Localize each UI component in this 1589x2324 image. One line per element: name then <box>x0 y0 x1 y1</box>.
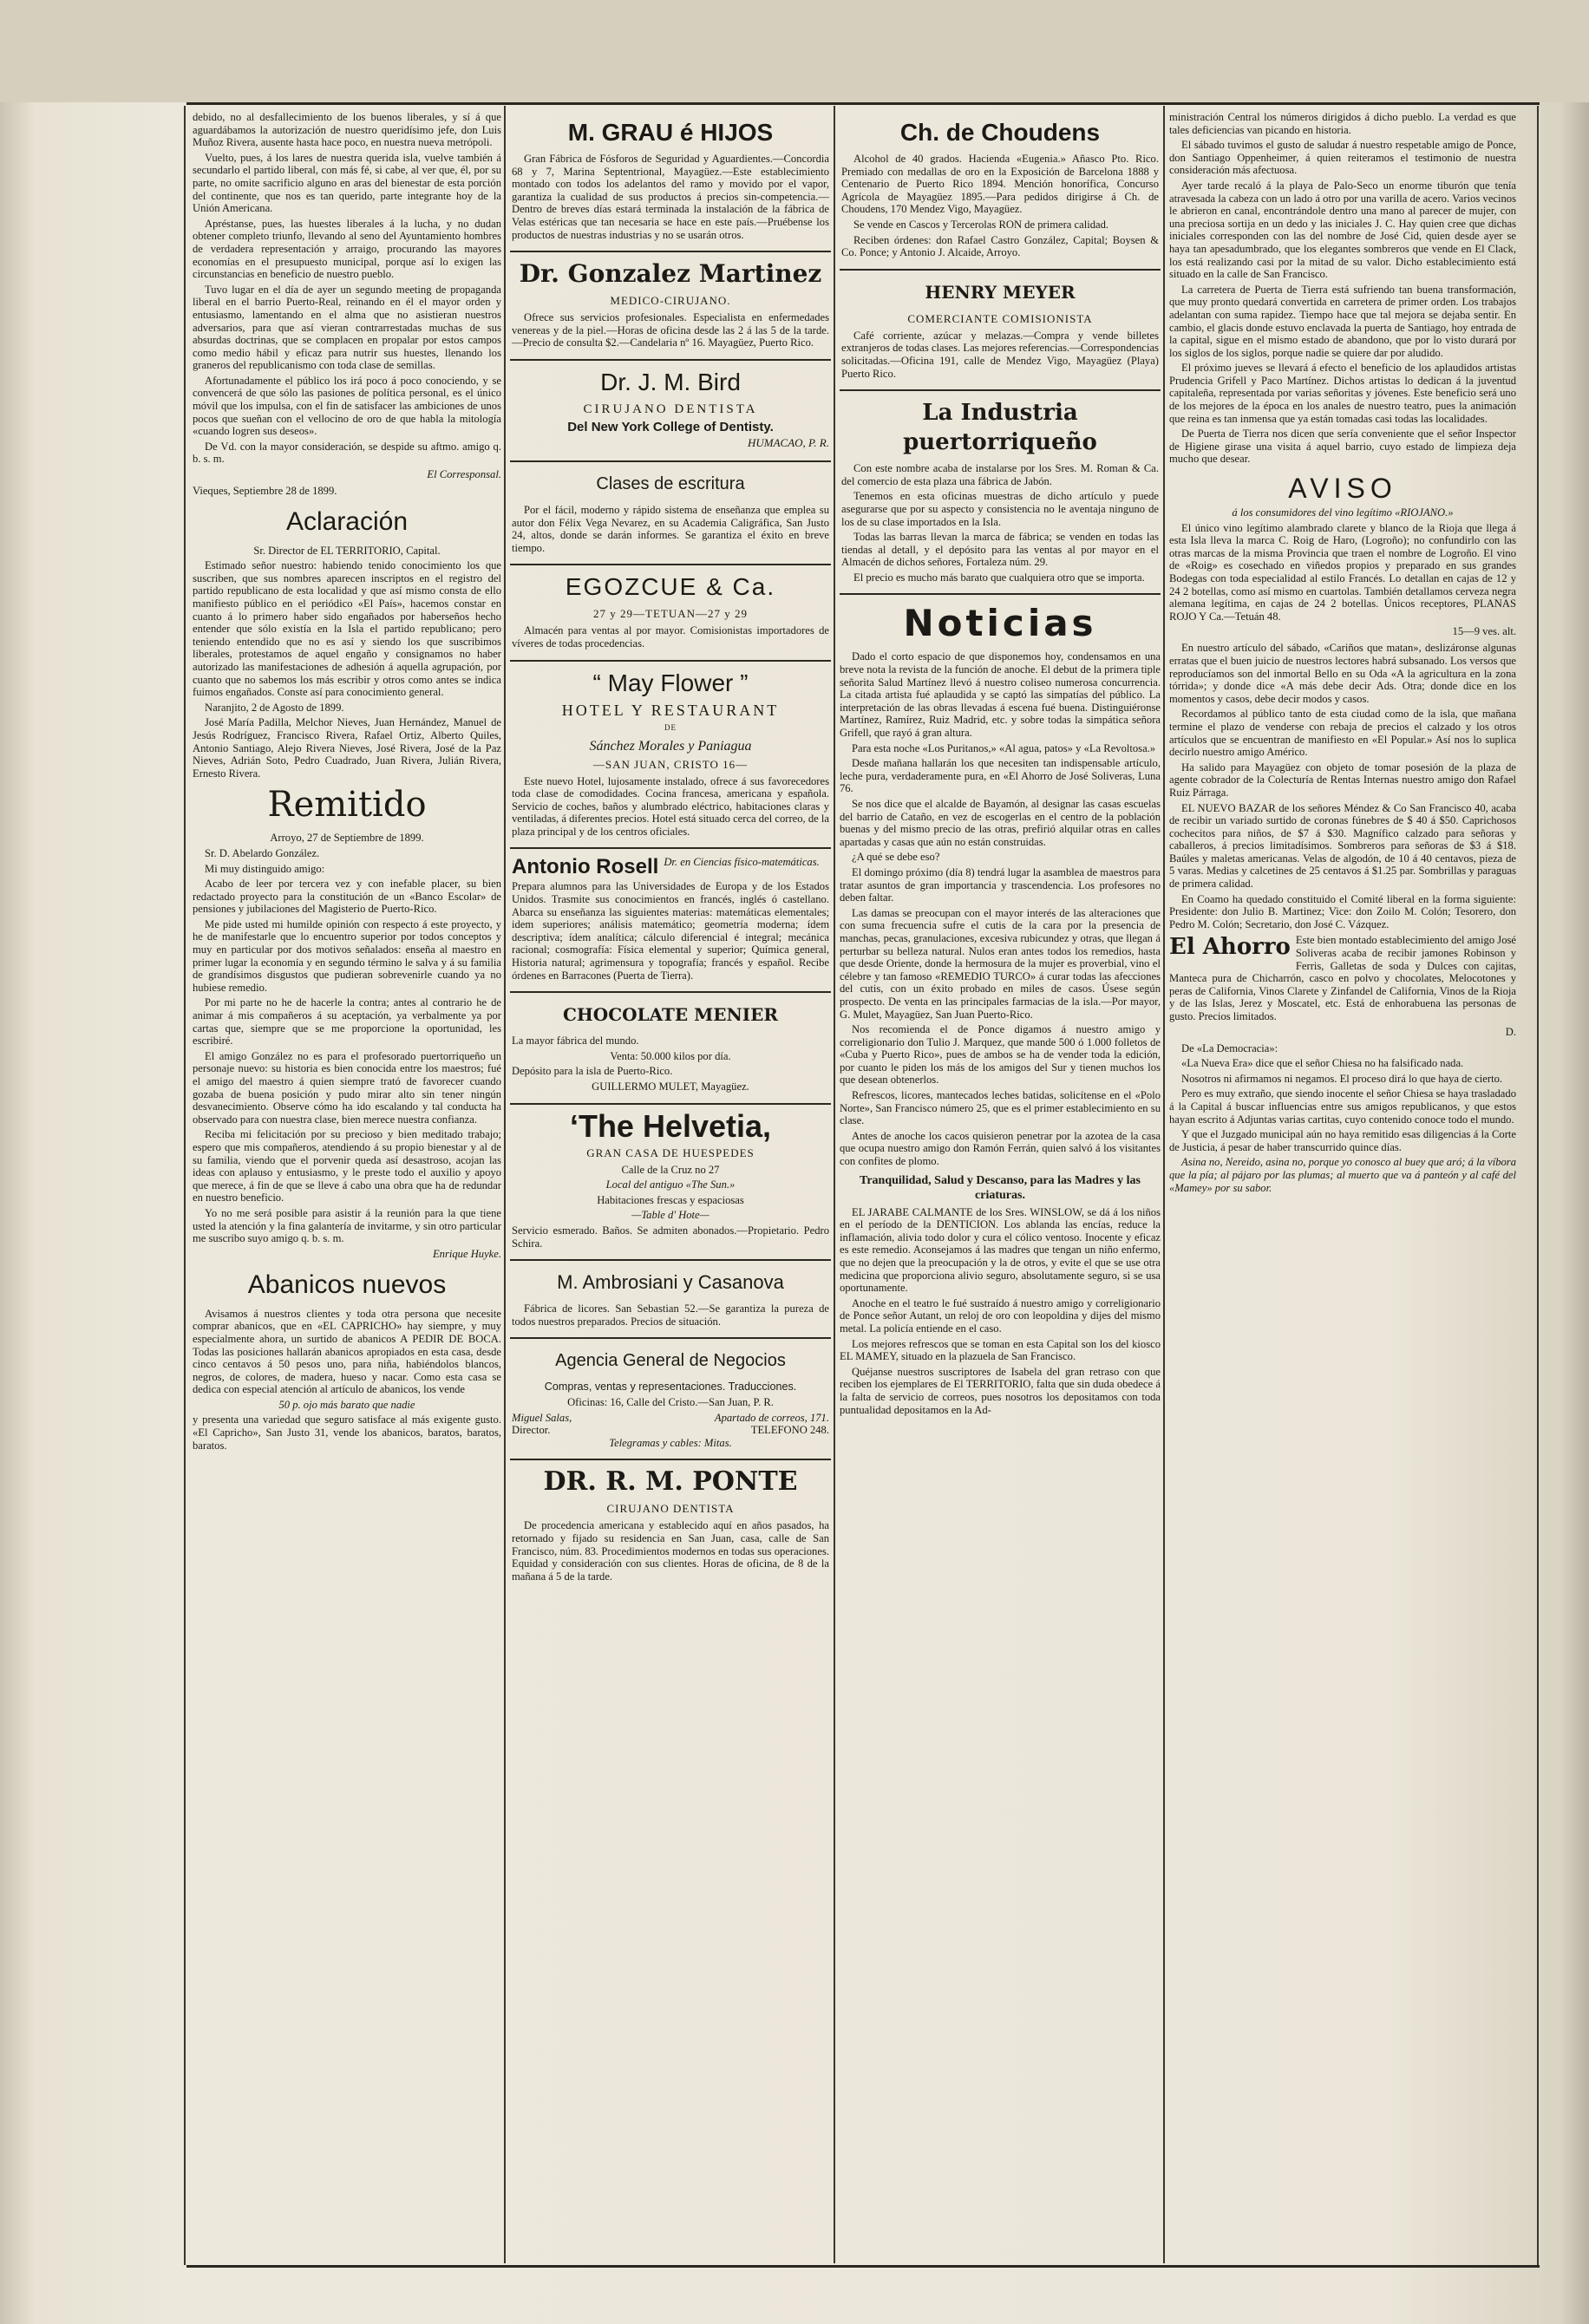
news-item: Ayer tarde recaló á la playa de Palo-Seco un enorme tiburón que tenía atravesada la cabeza con un lado á otro por una varilla de acero. Varios vecinos le abrieron en canal, encontrándole dentro una mano al parecer de mujer, con una preciosa sortija en un dedo y las iniciales J. C. Hay quien cree que dichas iniciales corresponden con las del nombre de José Cid, quien desde ayer se haya tan apesadumbrado, que los elegantes sombreros que vende en El Clack, los está realizando casi por la mitad de su valor. Dicho establecimiento está situado en la calle de San Francisco. <box>1169 179 1516 281</box>
ad-address: 27 y 29—TETUAN—27 y 29 <box>593 607 748 621</box>
article-paragraph: Naranjito, 2 de Agosto de 1899. <box>205 701 344 714</box>
ad-title: Dr. Gonzalez Martinez <box>519 259 822 289</box>
ad-title: HENRY MEYER <box>925 281 1076 303</box>
column-divider <box>504 106 506 2263</box>
right-border <box>1537 106 1539 2265</box>
ad-address: —SAN JUAN, CRISTO 16— <box>592 757 749 771</box>
ad-note: Local del antiguo «The Sun.» <box>605 1178 736 1191</box>
ad-rosell-heading <box>512 854 829 880</box>
news-item: Y que el Juzgado municipal aún no haya remitido esas diligencias á la Corte de Justicia, á pesar de haber transcurrido quince días. <box>1169 1128 1516 1153</box>
news-item: ¿A qué se debe eso? <box>852 851 940 864</box>
ad-title: La Industria puertorriqueño <box>903 400 1097 456</box>
news-item: Las damas se preocupan con el mayor interés de las alteraciones que con suma frecuencia sufre el cutis de la cara por la presencia de manchas, pecas, granulaciones, excesiva rubicundez y otras, que llegan á perturbar su belleza natural. Nulos eran antes todos los remedios, hasta que desde Oriente, donde la hermosura de la mujer es proverbial, vino el célebre y tan famoso «REMEDIO TURCO» á curar todas las afecciones del cutis, con un éxito probado en miles de casos. Úsese según prospecto. De venta en las principales farmacias de la isla.—Por mayor, G. Mulet, Mayagüez, San Juan Puerto-Rico. <box>840 906 1161 1021</box>
news-item: Para esta noche «Los Puritanos,» «Al agua, patos» y «La Revoltosa.» <box>852 741 1156 754</box>
noticias-heading: Noticias <box>903 602 1097 645</box>
article-paragraph: Por mi parte no he de hacerle la contra; antes al contrario he de animar á mis compañeros á su aceptación, ya verbalmente ya por cartas que, siempre que se me proporcione la oportunidad, les escribiré. <box>193 996 501 1048</box>
news-item: ministración Central los números dirigidos á dicho pueblo. La verdad es que tales deficiencias van picando en historia. <box>1169 111 1516 136</box>
article-paragraph: De Vd. con la mayor consideración, se despide su aftmo. amigo q. b. s. m. <box>193 440 501 466</box>
news-item: «La Nueva Era» dice que el señor Chiesa no ha falsificado nada. <box>1181 1057 1464 1070</box>
ad-agent: GUILLERMO MULET, Mayagüez. <box>592 1080 749 1093</box>
remitido-heading: Remitido <box>267 785 427 826</box>
greeting: Mi muy distinguido amigo: <box>205 862 325 875</box>
ad-body: Por el fácil, moderno y rápido sistema de enseñanza que emplea su autor don Félix Vega Nevarez, en su Academia Caligráfica, San Justo 24, altos, donde se darán informes. Se garantiza el éxito en breve tiempo. <box>512 503 829 554</box>
article-paragraph: Acabo de leer por tercera vez y con inefable placer, su bien redactado proyecto para la constitución de un «Banco Escolar» de pensiones y jubilaciones del Magisterio de Puerto-Rico. <box>193 878 501 916</box>
article-paragraph: Yo no me será posible para asistir á la reunión para la que tiene usted la atención y la fina galantería de invitarme, y sin otro particular me suscribo suyo amigo q. b. s. m. <box>193 1206 501 1245</box>
ad-title: Ch. de Choudens <box>899 119 1101 146</box>
article-paragraph: Vuelto, pues, á los lares de nuestra querida isla, vuelve también á secundarlo el partido liberal, con más fé, si cabe, al ver que, él, por su parte, no omite sacrificio alguno en aras del bienestar de esta porción del continente, que nos es tan querido, parte integrante hoy de la Unión Americana. <box>193 151 501 215</box>
ad-place: HUMACAO, P. R. <box>747 435 829 449</box>
column-divider <box>834 106 835 2263</box>
article-paragraph: Reciba mi felicitación por su precioso y bien meditado trabajo; espero que mis compañeros, atendiendo á su propio bienestar y al de su familia, viendo que el porvenir queda así desastroso, acojan las ideas con aplauso y entusiasmo, y le preste todo el auxilio y apoyo que merece, á fin de que se lleve á cabo una obra que ha de redundar en nuestro beneficio. <box>193 1128 501 1204</box>
ad-subtitle: GRAN CASA DE HUESPEDES <box>586 1146 755 1159</box>
ad-body: Gran Fábrica de Fósforos de Seguridad y Aguardientes.—Concordia 68 y 7, Marina Septentrional, Mayagüez.—Este establecimiento montado con todos los adelantos del ramo y movido por el vapor, garantiza la cualidad de sus productos á precios sin-competencia.—Dentro de breves días estará terminada la instalación de la fábrica de Velas estéricas que tan necesaria se hace en este país.—Pruébense los productos de nuestras industrias y no se usarán otros. <box>512 153 829 241</box>
article-paragraph: Me pide usted mi humilde opinión con respecto á este proyecto, y he de manifestarle que lo encuentro superior por todos conceptos y muy en particular por dos motivos señalados: enseña al maestro en primer lugar la economía y en segundo término le salva y á su familia de grandísimos disgustos que pudieran sobrevenirle cuando ya no hubiese remedio. <box>193 917 501 994</box>
ad-body: Este nuevo Hotel, lujosamente instalado, ofrece á sus favorecedores toda clase de comodidades. Cocina francesa, americana y española. Servicio de coches, baños y alumbrado eléctrico, habitaciones claras y ventiladas, á diferentes precios. Hotel está situado cerca del correo, de la plaza principal y de los centros oficiales. <box>512 774 829 838</box>
aviso-tag: 15—9 ves. alt. <box>1452 625 1516 638</box>
left-border <box>184 106 186 2265</box>
news-item: Los mejores refrescos que se toman en esta Capital son los del kiosco EL MAMEY, situado en la plazuela de San Francisco. <box>840 1337 1161 1363</box>
article-paragraph: Tuvo lugar en el día de ayer un segundo meeting de propaganda liberal en el barrio Puerto-Real, reinando en él el mayor orden y entusiasmo, lamentando en el alma que no asistieran nuestros adversarios, para que así vieran contrarrestadas muchas de sus absurdas doctrinas, que se complacen en propalar por estos campos como medio hábil y eficaz para nutrir sus huestes, llenando los graneros del republicanismo con toda clase de semillas. <box>193 283 501 372</box>
news-item: El sábado tuvimos el gusto de saludar á nuestro respetable amigo de Ponce, don Santiago Oppenheimer, á quien reiteramos el testimonio de nuestra consideración más afectuosa. <box>1169 139 1516 177</box>
news-item: Desde mañana hallarán los que necesiten tan indispensable artículo, leche pura, verdaderamente pura, en «El Ahorro de José Soliveras, Luna 76. <box>840 757 1161 795</box>
ad-menier <box>510 993 831 1104</box>
dateline: Arroyo, 27 de Septiembre de 1899. <box>270 832 424 845</box>
aviso-body: El único vino legítimo alambrado clarete y blanco de la Rioja que llega á esta Isla lleva la marca C. Roig de Haro, (Logroño); no confundirlo con las otras marcas de la misma Provincia que traen el nombre de Logroño. El vino de «Roig» es cosechado en viñedos propios y preparado en sus grandes Bodegas con toda especialidad al estilo Francés. Lo detallan en cajas de 12 y 24 2 botellas, como así mismo en cuartolas. También detallamos cerveza negra alemana legítima, en cajas de 24 2 botellas. Únicos receptores, PLANAS ROJO Y Ca.—Tetuán 48. <box>1169 521 1516 623</box>
news-item: Antes de anoche los cacos quisieron penetrar por la azotea de la casa que ocupa nuestro amigo don Ramón Ferrán, quien salvó á los visitantes con confites de plomo. <box>840 1129 1161 1168</box>
column-1 <box>193 111 501 2260</box>
article-paragraph: Avisamos á nuestros clientes y toda otra persona que necesite comprar abanicos, que en «EL CAPRICHO» hay siempre, y muy especialmente ahora, un surtido de abanicos A PEDIR DE BOCA. Todas las posiciones hallarán abanicos apropiados en esta casa, desde cinco centavos á 50 pesos uno, para niña, habiéndolos blancos, negros, de colores, de madera, hueso y nacar. Como esta casa se dedica con especial atención al artículo de abanicos, los vende <box>193 1307 501 1396</box>
page-top-margin <box>0 0 1589 102</box>
news-item: Asina no, Nereido, asina no, porque yo conosco al buey que aró; á la víbora que la pía; al pájaro por las plumas; al muerto que va á panteón y al café del «Mamey» por su sabor. <box>1169 1156 1516 1194</box>
ad-body: Ofrece sus servicios profesionales. Especialista en enfermedades venereas y de la piel.—Horas de oficina desde las 2 á las 5 de la tarde.—Precio de consulta $2.—Candelaria nº 16. Mayagüez, Puerto Rico. <box>512 311 829 349</box>
remitido-signature: Enrique Huyke. <box>432 1247 501 1260</box>
ad-agencia <box>510 1339 831 1460</box>
news-item: Anoche en el teatro le fué sustraído á nuestro amigo y correligionario de Ponce señor Autant, un reloj de oro con leopoldina y dijes del mismo metal. La policía entiende en el caso. <box>840 1296 1161 1335</box>
ad-title: M. GRAU é HIJOS <box>567 119 774 146</box>
ad-title: CHOCOLATE MENIER <box>562 1004 779 1026</box>
ad-body: Con este nombre acaba de instalarse por los Sres. M. Roman & Ca. del comercio de esta plaza una fábrica de Jabón. <box>841 462 1159 487</box>
addressee: Sr. D. Abelardo González. <box>205 846 320 859</box>
ahorro-tag: D. <box>1505 1025 1516 1038</box>
ad-de: DE <box>664 722 677 732</box>
news-item: En nuestro artículo del sábado, «Cariños que matan», deslizáronse algunas erratas que el buen juicio de nuestros lectores habrá subsanado. Los versos que reproducíamos son del inmortal Bello en su Oda «A la agricultura en la zona tórrida»; y donde dice «A más debe decir Ads. Otra; donde dice en los momentos y casos, debe decir modos y casos. <box>1169 642 1516 705</box>
ad-body: Todas las barras llevan la marca de fábrica; se venden en todas las tiendas al detall, y el depósito para las ventas al por mayor en el Almacén de dichos señores, Fortaleza núm. 29. <box>841 531 1159 569</box>
news-item: Se nos dice que el alcalde de Bayamón, al designar las casas escuelas del barrio de Cataño, en vez de escogerlas en el centro de la población buenas y del mismo precio de las otras, prefirió alquilar otras en calles apartadas y casas que aún no están construidas. <box>840 798 1161 848</box>
news-item: Pero es muy extraño, que siendo inocente el señor Chiesa se haya trasladado á la Capital á buscar influencias entre sus amigos republicanos, y que estos hayan escrito á Adjuntas varias cartitas, cuyo contenido conoce todo el mundo. <box>1169 1087 1516 1126</box>
ad-title: Antonio Rosell <box>512 855 659 879</box>
ad-body: La mayor fábrica del mundo. <box>512 1035 639 1048</box>
article-paragraph: debido, no al desfallecimiento de los buenos liberales, y sí á que aguardábamos la autorización de nuestro queridísimo jefe, don Luis Muñoz Rivera, ausente hasta hace poco, en nuestra nueva metrópoli. <box>193 111 501 149</box>
news-item: Nosotros ni afirmamos ni negamos. El proceso dirá lo que haya de cierto. <box>1181 1072 1503 1085</box>
abanicos-heading: Abanicos nuevos <box>247 1270 447 1299</box>
ad-body: Prepara alumnos para las Universidades de Europa y de los Estados Unidos. Trasmite sus conocimientos en francés, inglés ó castellano. Abarca su enseñanza las siguientes materias: matemáticas elementales; idem superiores; análisis matemático; geometría moderna; ídem descriptiva; ídem analítica; cálculo diferencial é integral; mecánica racional; cosmografía: Física elemental y superior; Química general, Historia natural; agrimensura y topografía; francés y español. Recibe órdenes en Barracones (Puerta de Tierra). <box>512 880 829 982</box>
ad-po-box: Apartado de correos, 171. <box>714 1411 829 1424</box>
ad-service: Servicio esmerado. Baños. Se admiten abonados.—Propietario. Pedro Schira. <box>512 1224 829 1250</box>
ad-rosell <box>510 849 831 993</box>
ad-body: De procedencia americana y establecido aquí en años pasados, ha retornado y fijado su residencia en San Juan, casa, calle de San Francisco, núm. 83. Procedimientos modernos en todas sus operaciones. Equidad y consideración con sus clientes. Horas de oficina, de 8 de la mañana á 5 de la tarde. <box>512 1519 829 1583</box>
ad-body: Café corriente, azúcar y melazas.—Compra y vende billetes extranjeros de todas clases. Las mejores referencias.—Correspondencias solicitadas.—Oficina 191, calle de Mendez Vigo, Mayagüez (Playa) Puerto Rico. <box>841 329 1159 380</box>
ad-egozcue <box>510 565 831 661</box>
ad-gonzalez <box>510 252 831 361</box>
ad-subtitle: COMERCIANTE COMISIONISTA <box>907 311 1093 325</box>
news-item: El domingo próximo (día 8) tendrá lugar la asamblea de maestros para tratar asuntos de gran importancia y trascendencia. Los profesores no deben faltar. <box>840 865 1161 904</box>
column-divider <box>1163 106 1165 2263</box>
ad-title: Dr. J. M. Bird <box>600 368 741 395</box>
ad-subtitle: CIRUJANO DENTISTA <box>606 1502 735 1516</box>
price-claim: 50 p. ojo más barato que nadie <box>278 1398 415 1411</box>
ad-table: —Table d' Hote— <box>631 1209 709 1222</box>
column-2-ads <box>510 111 831 2260</box>
news-item: La carretera de Puerta de Tierra está sufriendo tan buena transformación, que muy pronto quedará convertida en carretera de primer orden. Los trabajos adelantan con suma rapidez. Tiempo hace que tal mejora se dejaba sentir. En cambio, el glacis donde estuvo enclavada la puerta de Santiago, hoy entrada de la capital, sigue en el mismo estado de abandono, que por lo visto durará por los siglos de los siglos, porque nadie se quiere dar por aludido. <box>1169 283 1516 359</box>
ad-grau <box>510 111 831 252</box>
ahorro-title: El Ahorro <box>1169 934 1291 961</box>
ad-director-name: Miguel Salas, <box>512 1411 572 1424</box>
ad-sales: Venta: 50.000 kilos por día. <box>610 1049 731 1062</box>
ad-body: Almacén para ventas al por mayor. Comisionistas importadores de víveres de todas procedencias. <box>512 624 829 650</box>
news-item: De Puerta de Tierra nos dicen que sería conveniente que el señor Inspector de Higiene girase una visita á aquel barrio, cuyo estado de limpieza deja mucho que desear. <box>1169 428 1516 466</box>
news-item: Quéjanse nuestros suscriptores de Isabela del gran retraso con que reciben los ejemplares de El TERRITORIO, falta que sin duda obedece á la falta de servicio de correos, pues nosotros los depositamos con toda puntualidad depositamos en la Ad- <box>840 1365 1161 1416</box>
news-item: El próximo jueves se llevará á efecto el beneficio de los aplaudidos artistas Prudencia Grifell y Paco Martínez. Dichos artistas lo dedican á la juventud capitaleña, representada por varias señoritas y jóvenes. Este beneficio será uno de los mejores de la época en los anales de nuestro teatro, pues la animación que reina es tan inmensa que ya están tomadas casi todas las localidades. <box>1169 362 1516 425</box>
ad-escritura <box>510 462 831 565</box>
ad-body: Se vende en Cascos y Tercerolas RON de primera calidad. <box>853 218 1109 231</box>
article-paragraph: y presenta una variedad que seguro satisface al más exigente gusto. «El Capricho», San Justo 31, vende los abanicos, baratos, baratos, baratos. <box>193 1413 501 1452</box>
ad-director-label: Director. <box>512 1424 551 1437</box>
article-paragraph: Estimado señor nuestro: habiendo tenido conocimiento los que suscriben, que sus nombres aparecen inscriptos en el registro del partido republicano de esta localidad y que así mismo consta de ello manifiesto público en el periódico «El País», hacemos constar en cuanto á lo primero haber sido engañados por haberseños hecho entender que sólo existía en la Isla el partido republicano; pero teniendo entendido que no es así y siendo los que suscribimos liberales, protestamos de aquel engaño y consignamos no haber autorizado las manifestaciones de adhesión á aquella agrupación, por cuanto que no sabemos los más escribir y otros como antes se indica fuimos engañados. Conste así para conocimiento general. <box>193 559 501 699</box>
aviso-subtitle: á los consumidores del vino legítimo «RIOJANO.» <box>1232 506 1454 519</box>
ad-mayflower <box>510 662 831 850</box>
ad-subtitle: CIRUJANO DENTISTA <box>583 401 758 416</box>
ahorro-ad <box>1169 934 1516 1025</box>
ad-title: ‘The Helvetia, <box>569 1107 772 1144</box>
ad-body: Compras, ventas y representaciones. Traducciones. <box>544 1381 797 1394</box>
news-item: De «La Democracia»: <box>1181 1041 1278 1054</box>
ad-offices: Oficinas: 16, Calle del Cristo.—San Juan, P. R. <box>567 1395 774 1408</box>
ad-contact-row <box>512 1412 829 1425</box>
news-item: EL NUEVO BAZAR de los señores Méndez & Co San Francisco 40, acaba de recibir un variado surtido de coronas fúnebres de $ 40 á $50. Caprichosos cochecitos para niños, de $7 á $30. Magnífico calzado para señoras y caballeros, á precios limitadísimos. Sombreros para señoras de $3 á $18. Baúles y maletas americanas. Velas de algodón, de 10 á 40 centavos, pieza de 5 varas. Medias y calcetines de 25 centavos á $1.25 par. Sombrillas y paraguas de primera calidad. <box>1169 801 1516 891</box>
ad-body: Reciben órdenes: don Rafael Castro González, Capital; Boysen & Co. Ponce; y Antonio J. Alcaide, Arroyo. <box>841 233 1159 259</box>
ad-address: Calle de la Cruz no 27 <box>621 1163 720 1176</box>
aviso-heading: AVISO <box>1288 473 1397 505</box>
ad-cable: Telegramas y cables: Mitas. <box>609 1436 732 1449</box>
ad-body: El precio es mucho más barato que cualquiera otro que se importa. <box>853 571 1145 584</box>
ad-rooms: Habitaciones frescas y espaciosas <box>597 1193 744 1206</box>
ad-title: Agencia General de Negocios <box>555 1351 786 1371</box>
bottom-rule <box>186 2265 1540 2268</box>
ad-title: Clases de escritura <box>596 473 745 493</box>
ad-body: Tenemos en esta oficinas muestras de dicho artículo y puede asegurarse que por su aspecto y consistencia no le aventaja ninguno de los de su clase importados en la Isla. <box>841 490 1159 528</box>
dateline: Vieques, Septiembre 28 de 1899. <box>193 485 337 498</box>
ad-title-note: Dr. en Ciencias físico-matemáticas. <box>664 856 820 869</box>
ad-ponte <box>510 1460 831 1592</box>
ad-body: Alcohol de 40 grados. Hacienda «Eugenia.» Añasco Pto. Rico. Premiado con medallas de oro en la Exposición de Barcelona 1888 y Centenario de Puerto Rico 1894. Mención honorífica, Concurso Agrícola de Mayagüez 1895.—Para pedidos dirigirse á Ch. de Choudens, 170 Mendez Vigo, Mayagüez. <box>841 153 1159 216</box>
ad-body: Fábrica de licores. San Sebastian 52.—Se garantiza la pureza de todos nuestros preparados. Precios de situación. <box>512 1302 829 1328</box>
article-paragraph: Apréstanse, pues, las huestes liberales á la lucha, y no dudan obtener completo triunfo, llevando al seno del Ayuntamiento hombres de verdadera representación y arraigo, procurando las mayores economías en el presupuesto municipal, porque así lo exigen las circunstancias en beneficio de nuestro pueblo. <box>193 217 501 281</box>
news-item: En Coamo ha quedado constituido el Comité liberal en la forma siguiente: Presidente: don Julio B. Martinez; Vice: don Zoilo M. Colón; Tesorero, don Pedro M. Colón; Secretario, don José C. Vázquez. <box>1169 892 1516 930</box>
top-rule <box>186 102 1540 105</box>
news-item: EL JARABE CALMANTE de los Sres. WINSLOW, se dá á los niños en el período de la DENTICION. Los ablanda las encías, reduce la inflamación, alivia todo dolor y cura el cólico ventoso. Inocente y eficaz es este remedio. Aconsejamos á las madres que tengan un niño enfermo, que no dejen que la preocupación y la de otros, y evite el que se use otra medicina que proporciona alivio seguro, absolutamente seguro, si se usa oportunamente. <box>840 1205 1161 1295</box>
correspondent-signature: El Corresponsal. <box>427 468 501 481</box>
article-paragraph: Afortunadamente el público los irá poco á poco conociendo, y se convencerá de que sólo las pasiones de política personal, es el único móvil que los impulsa, con el fin de satisfacer las ambiciones de unos pocos que sueñan con el vellocino de oro de que habla la mitología «cuando logren sus deseos». <box>193 374 501 438</box>
ad-owners: Sánchez Morales y Paniagua <box>589 738 752 754</box>
article-paragraph: El amigo González no es para el profesorado puertorriqueño un personaje nuevo: su historia es bien conocida entre los maestros; fué el amigo del maestro á quien siempre trató de favorecer cuando gozaba de buena posición y pudo mirar alto sin tener ningún desvanecimiento. Observe cómo ha ido escalando y tal conducta ha observado para con nuestra clase, bien merece nuestra confianza. <box>193 1049 501 1126</box>
ad-title: EGOZCUE & Ca. <box>565 573 776 601</box>
news-item: Nos recomienda el de Ponce digamos á nuestro amigo y correligionario don Tulio J. Marquez, que mande 500 ó 1.000 folletos de «Cuba y Puerto Rico», pues de ambos se ha de vender toda la edición, por cuanto le piden los más de los amigos del Sur y tienen muchos los que desean obtenerlos. <box>840 1023 1161 1087</box>
ad-subtitle: MEDICO-CIRUJANO. <box>610 294 731 308</box>
ahorro-body: Este bien montado establecimiento del amigo José Soliveras acaba de recibir jamones Robinson y Ferris, Galletas de soda y Dulces con cajitas, Manteca pura de Chicharrón, casco en polvo y chocolates, Melocotones y peras de California, Vinos Clarete y Zinfandel de California, Vinos de la Rioja y de las Islas, Jerez y Moscatel, etc. Está de enhorabuena las personas de gusto. Precios limitados. <box>1169 934 1516 1022</box>
ad-helvetia <box>510 1105 831 1262</box>
news-item: Ha salido para Mayagüez con objeto de tomar posesión de la plaza de agente cobrador de la Colecturía de Rentas Internas nuestro amigo don Rafael Ruiz Párraga. <box>1169 761 1516 799</box>
ad-industria <box>840 391 1161 595</box>
column-4 <box>1169 111 1516 2260</box>
news-item: Dado el corto espacio de que disponemos hoy, condensamos en una breve nota la revista de la función de anoche. El debut de la primera tiple señorita Salud Martínez llevó á nuestro coliseo numerosa concurrencia. La citada artista fué aplaudida y se captó las simpatías del público. La interpretación de las obras llevadas á escena fué buena. Distinguiéronse Martínez, Ramírez, Ruiz Madrid, etc. y sobre todas la simpática señora Grifell, que rayó á gran altura. <box>840 650 1161 740</box>
ad-subtitle: HOTEL Y RESTAURANT <box>561 701 780 719</box>
ad-deposit: Depósito para la isla de Puerto-Rico. <box>512 1065 673 1078</box>
aclaracion-heading: Aclaración <box>285 506 409 536</box>
ad-ambrosiani <box>510 1261 831 1339</box>
ad-meyer <box>840 271 1161 391</box>
ad-contact-row <box>512 1424 829 1437</box>
salutation: Sr. Director de EL TERRITORIO, Capital. <box>253 544 441 557</box>
winslow-heading: Tranquilidad, Salud y Descanso, para las Madres y las criaturas. <box>860 1173 1141 1202</box>
signatories: José María Padilla, Melchor Nieves, Juan Hernández, Manuel de Jesús Rodríguez, Francisco Rivera, Rafael Ortiz, Alberto Quiles, Antonio Santiago, Alejo Rivera Nieves, José Rivera, José de la Paz Nieves, Adrián Soto, Pedro Cuadrado, Juan Rivera, Julián Rivera, Ernesto Rivera. <box>193 716 501 780</box>
ad-title: M. Ambrosiani y Casanova <box>557 1271 784 1294</box>
ad-choudens <box>840 111 1161 271</box>
column-3 <box>840 111 1161 2260</box>
news-item: Refrescos, licores, mantecados leches batidas, solicítense en el «Polo Norte», San Francisco número 25, que es el primer establecimiento en su clase. <box>840 1089 1161 1127</box>
ad-bird <box>510 361 831 462</box>
ad-college: Del New York College of Dentisty. <box>567 419 774 434</box>
ad-phone: TELEFONO 248. <box>750 1424 829 1437</box>
news-item: Recordamos al público tanto de esta ciudad como de la isla, que mañana termine el plazo de venderse con rebaja de precios el calzado y los otros artículos que se encuentran de manifiesto en «El Popular.» Así nos lo suplica decirlo nuestro amigo Américo. <box>1169 708 1516 759</box>
ad-title: DR. R. M. PONTE <box>543 1466 798 1498</box>
ad-title: “ May Flower ” <box>592 669 749 696</box>
